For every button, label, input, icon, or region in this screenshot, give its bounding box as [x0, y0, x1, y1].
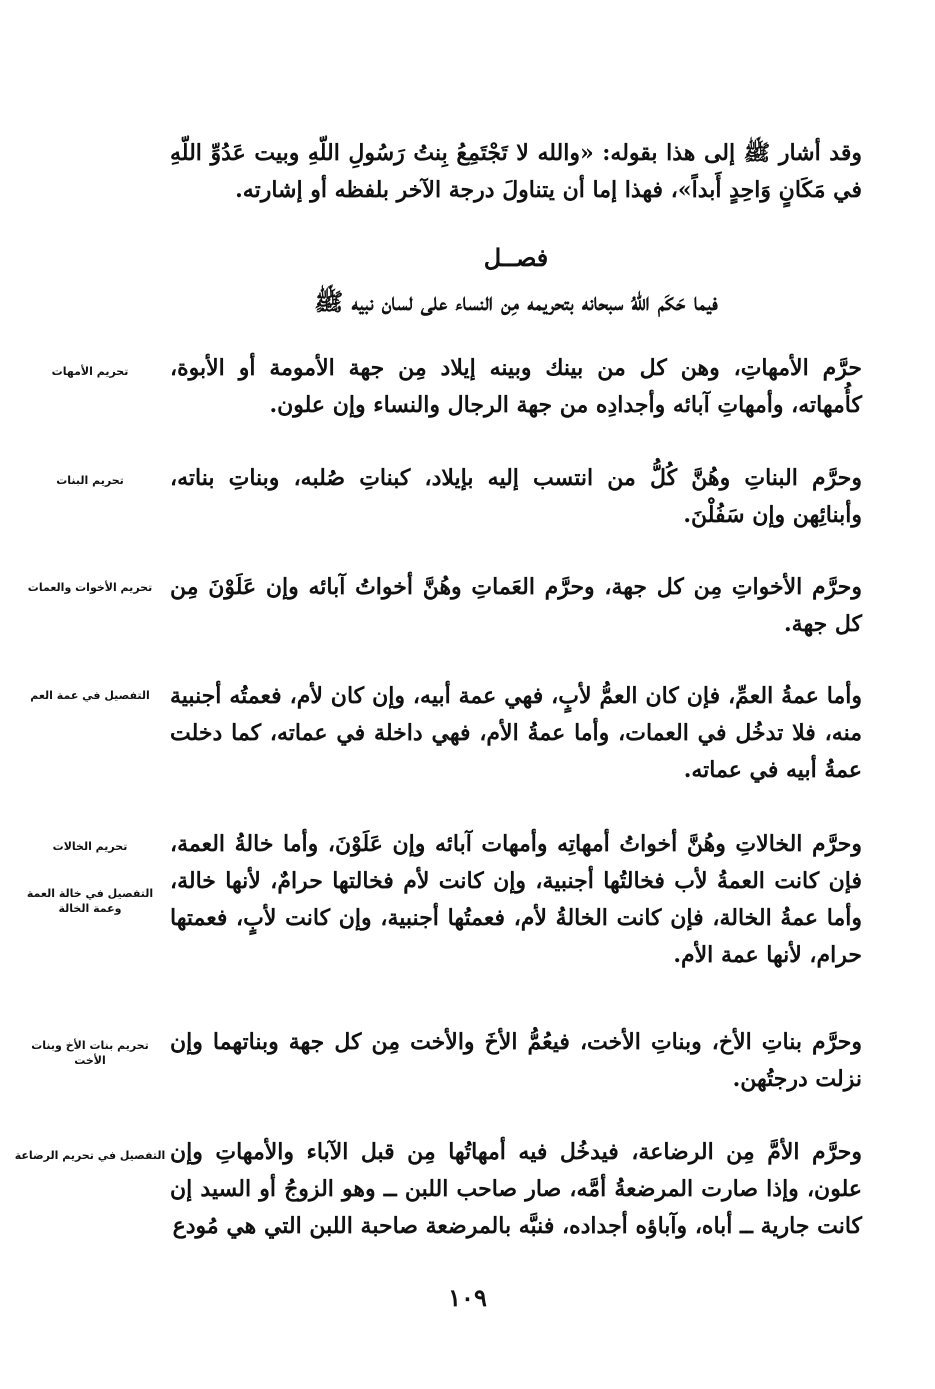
section-title: فصــل — [483, 243, 549, 272]
margin-note-nursing: التفصيل في تحريم الرضاعة — [14, 1149, 166, 1162]
paragraph-daughters: وحرَّم البناتِ وهُنَّ كُلُّ من انتسب إليه بإيلاد، كبناتِ صُلبه، وبناتِ بناته، وأبنائِهن وإن سَفُلْنَ. — [170, 465, 862, 528]
paragraph-nursing: وحرَّم الأمَّ مِن الرضاعة، فيدخُل فيه أمهاتُها مِن قبل الآباء والأمهاتِ وإن علون، وإذا صارت المرضعةُ أمَّه، صار صاحب اللبن ــ وهو الزوجُ أو السيد إن كانت جارية ــ أباه، وآباؤه أجداده، فنبَّه بالمرضعة صاحبة اللبن التي هي مُودع — [170, 1139, 862, 1239]
margin-note-aunt-detail: التفصيل في خالة العمة وعمة الخالة — [26, 887, 154, 915]
paragraph-uncle-aunt: وأما عمةُ العمِّ، فإن كان العمُّ لأبٍ، فهي عمة أبيه، وإن كان لأم، فعمتُه أجنبية منه، فلا تدخُل في العمات، وأما عمةُ الأم، فهي داخلة في عماته، كما دخلت عمةُ أبيه في عماته. — [170, 683, 862, 783]
margin-note-mothers: تحريم الأمهات — [51, 365, 129, 378]
paragraph-maternal-aunts: وحرَّم الخالاتِ وهُنَّ أخواتُ أمهاتِه وأمهات آبائه وإن عَلَوْنَ، وأما خالةُ العمة، فإن كانت العمةُ لأب فخالتُها أجنبية، وإن كانت لأم فخالتها حرامٌ، لأنها خالة، وأما عمةُ الخالة، فإن كانت الخالةُ لأم، فعمتُها أجنبية، وإن كانت لأبٍ، فعمتها حرام، لأنها عمة الأم. — [170, 831, 862, 968]
margin-note-uncle-aunt: التفصيل في عمة العم — [30, 689, 150, 702]
margin-note-maternal-aunts: تحريم الخالات — [52, 840, 128, 853]
paragraph-mothers: حرَّم الأمهاتِ، وهن كل من بينك وبينه إيلاد مِن جهة الأمومة أو الأبوة، كأُمهاته، وأمهاتِ آبائه وأجدادِه من جهة الرجال والنساء وإن علون. — [170, 355, 862, 418]
margin-note-daughters: تحريم البنات — [56, 474, 124, 487]
margin-note-sisters-aunts: تحريم الأخوات والعمات — [27, 581, 153, 594]
margin-note-nieces: تحريم بنات الأخ وبنات الأخت — [31, 1039, 149, 1067]
page-number: ١٠٩ — [448, 1283, 487, 1312]
paragraph-nieces: وحرَّم بناتِ الأخ، وبناتِ الأخت، فيعُمُّ الأخَ والأخت مِن كل جهة وبناتهما وإن نزلت درجتُهن. — [170, 1029, 862, 1092]
intro-paragraph: وقد أشار ﷺ إلى هذا بقوله: «والله لا تَجْتَمِعُ بِنتُ رَسُولِ اللّهِ وبيت عَدُوِّ اللّهِ في مَكَانٍ وَاحِدٍ أَبداً»، فهذا إما أن يتناولَ درجة الآخر بلفظه أو إشارته. — [170, 140, 862, 203]
section-subtitle: فيما حَكَم اللّهُ سبحانه بتحريمه مِن النساء على لسان نبيه ﷺ — [314, 287, 718, 316]
paragraph-sisters-aunts: وحرَّم الأخواتِ مِن كل جهة، وحرَّم العَماتِ وهُنَّ أخواتُ آبائه وإن عَلَوْنَ مِن كل جهة. — [170, 574, 862, 637]
